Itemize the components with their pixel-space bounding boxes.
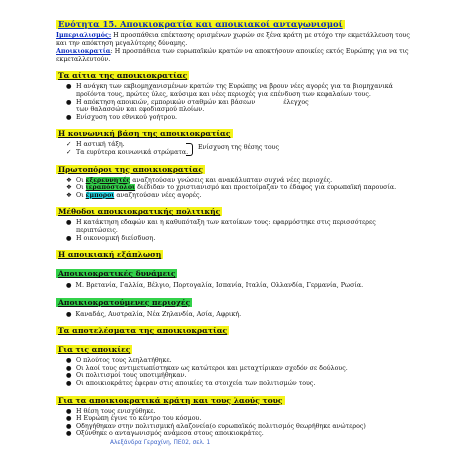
powers-list: ● Μ. Βρετανία, Γαλλία, Βέλγιο, Πορτογαλία, Ισπανία, Ιταλία, Ολλανδία, Γερμανία, Ρωσία. bbox=[66, 282, 364, 290]
causes-list bbox=[56, 83, 417, 121]
diamond-bullet-icon: ❖ bbox=[66, 176, 72, 184]
states-heading: Για τα αποικιοκρατικά κράτη και τους λαούς τους bbox=[58, 395, 283, 405]
list-item: ✓ Τα ευρύτερα κοινωνικά στρώματα. bbox=[66, 148, 189, 156]
list-item: ● Η ανάγκη των εκβιομηχανισμένων κρατών της Ευρώπης να βρουν νέες αγορές για τα βιομηχανικά προϊόντα τους, πρώτες ύλες, καύσιμα και νέες περιοχές για επένδυση των κεφαλαίων τους. bbox=[66, 83, 393, 98]
list-item: ❖ Οι ιεραπόστολοι διέδιδαν το χριστιανισμό και προετοίμαζαν το έδαφος για ευρωπαϊκή παρουσία. bbox=[66, 184, 397, 192]
list-item: ● Οι λαοί τους αντιμετωπίστηκαν ως κατώτεροι και μεταχτίρικαν σχεδόν σε δούλους. bbox=[66, 364, 348, 372]
colonialism-definition bbox=[56, 48, 417, 63]
list-item: ● Οι αποικιοκράτες έφεραν στις αποικίες τα στοιχεία των πολιτισμών τους. bbox=[66, 380, 316, 388]
list-item: των θαλασσών και εφοδιασμού πλοίων. bbox=[76, 106, 205, 114]
bullet-icon: ● bbox=[66, 310, 72, 318]
bullet-icon: ● bbox=[66, 407, 72, 415]
colonized-list: ● Καναδάς, Αυστραλία, Νέα Ζηλανδία, Ασία, Αφρική. bbox=[66, 310, 242, 318]
states-list bbox=[56, 408, 417, 438]
list-item: ● Οι πολιτισμοί τους υποτιμήθηκαν. bbox=[66, 372, 187, 380]
causes-heading: Τα αίτια της αποικιοκρατίας bbox=[58, 71, 188, 81]
page-title: Ενότητα 15. Αποικιοκρατία και αποικιακοί ανταγωνισμοί bbox=[58, 19, 343, 29]
colonies-heading: Για τις αποικίες bbox=[58, 345, 131, 355]
bullet-icon: ● bbox=[66, 357, 72, 365]
list-item: ❖ Οι έμποροι αναζητούσαν νέες αγορές. bbox=[66, 191, 202, 199]
pioneers-heading: Πρωτοπόροι της αποικιοκρατίας bbox=[58, 164, 203, 174]
list-item: ● Η οικονομική διείσδυση. bbox=[66, 234, 156, 242]
check-icon: ✓ bbox=[66, 148, 72, 156]
powers-heading: Αποικιοκρατικές δυνάμεις bbox=[58, 269, 176, 279]
list-item: ● Ενίσχυση του εθνικού γοήτρου. bbox=[66, 113, 178, 121]
colonialism-text: : Η προσπάθεια των ευρωπαϊκών κρατών να αποκτήσουν αποικίες εκτός Ευρώπης για να τις εκμεταλλευτούν. bbox=[56, 48, 409, 63]
missionaries-term: ιεραπόστολοι bbox=[85, 184, 136, 192]
list-item: ❖ Οι εξερευνητές αναζητούσαν γνώσεις και ανακάλυπταν συχνά νέες περιοχές. bbox=[66, 176, 333, 184]
diamond-bullet-icon: ❖ bbox=[66, 184, 72, 192]
social-group bbox=[56, 141, 417, 156]
pioneers-list bbox=[56, 177, 417, 200]
explorers-term: εξερευνητές bbox=[85, 176, 131, 184]
bullet-icon: ● bbox=[66, 113, 72, 121]
bullet-icon: ● bbox=[66, 98, 72, 106]
social-heading: Η κοινωνική βάση της αποικιοκρατίας bbox=[58, 129, 231, 139]
bullet-icon: ● bbox=[66, 83, 72, 91]
results-heading: Τα αποτελέσματα της αποικιοκρατίας bbox=[58, 326, 228, 336]
brace-label: Ενίσχυση της θέσης τους bbox=[198, 144, 279, 152]
list-item: ● Η απόκτηση αποικιών, εμπορικών σταθμών και βάσεων έλεγχος bbox=[66, 98, 309, 106]
list-item: ● Οξύνθηκε ο ανταγωνισμός ανάμεσα στους αποικιοκράτες. bbox=[66, 430, 264, 438]
list-item: ● Οδηγήθηκαν στην πολιτισμική αλαζονεία(ο ευρωπαϊκός πολιτισμός θεωρήθηκε ανώτερος) bbox=[66, 422, 366, 430]
list-item: ● Ο πλούτος τους λεηλατήθηκε. bbox=[66, 357, 172, 365]
list-item: ● Η θέση τους ενισχύθηκε. bbox=[66, 407, 156, 415]
brace-icon bbox=[186, 143, 193, 156]
bullet-icon: ● bbox=[66, 372, 72, 380]
bullet-icon: ● bbox=[66, 380, 72, 388]
colonialism-term: Αποικιοκρατία bbox=[56, 48, 111, 56]
methods-heading: Μέθοδοι αποικιοκρατικής πολιτικής bbox=[58, 207, 221, 217]
bullet-icon: ● bbox=[66, 364, 72, 372]
bullet-icon: ● bbox=[66, 430, 72, 438]
list-item: ● Η κατάκτηση εδαφών και η καθυπόταξη των κατοίκων τους: εφαρμόστηκε στις περισσότερες περιπτώσεις. bbox=[66, 219, 376, 234]
imperialism-definition bbox=[56, 32, 417, 47]
check-icon: ✓ bbox=[66, 141, 72, 149]
page-footer: Αλεξάνδρα Γεραχίνη, ΠΕ02, σελ. 1 bbox=[110, 440, 211, 446]
bullet-icon: ● bbox=[66, 422, 72, 430]
merchants-term: έμποροι bbox=[85, 191, 115, 199]
diamond-bullet-icon: ❖ bbox=[66, 191, 72, 199]
colonized-heading: Αποικιοκρατούμενες περιοχές bbox=[58, 297, 191, 307]
imperialism-term: Ιμπεριαλισμός: bbox=[56, 32, 112, 39]
methods-list bbox=[56, 219, 417, 242]
list-item: ● Η Ευρώπη έγινε το κέντρο του κόσμου. bbox=[66, 415, 202, 423]
bullet-icon: ● bbox=[66, 234, 72, 242]
expansion-heading: Η αποικιακή εξάπλωση bbox=[58, 250, 162, 260]
imperialism-text: Η προσπάθεια επέκτασης ορισμένων χωρών σε ξένα κράτη με στόχο την εκμετάλλευση τους και την απόκτηση μεγαλύτερης δύναμης. bbox=[56, 32, 410, 47]
bullet-icon: ● bbox=[66, 282, 72, 290]
list-item: ✓ Η αστική τάξη. bbox=[66, 141, 125, 149]
colonies-list bbox=[56, 357, 417, 387]
bullet-icon: ● bbox=[66, 219, 72, 227]
bullet-icon: ● bbox=[66, 415, 72, 423]
control-label: έλεγχος bbox=[283, 98, 309, 106]
